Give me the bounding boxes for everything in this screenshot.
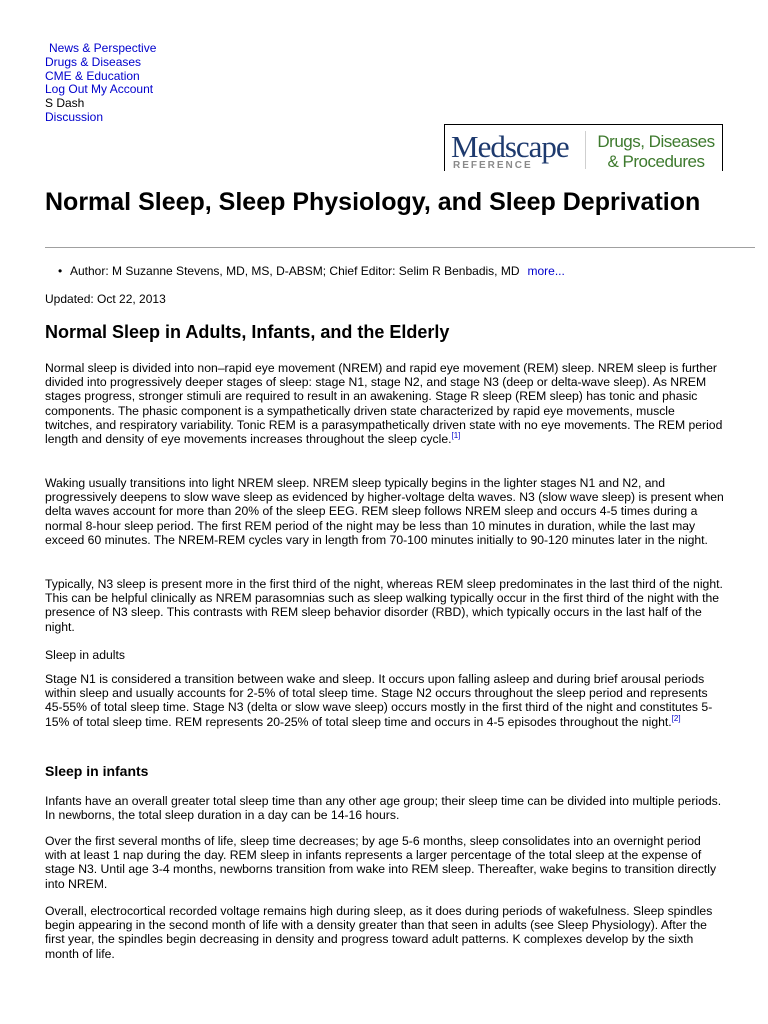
- logo-brand: [451, 131, 569, 162]
- article-title: Normal Sleep, Sleep Physiology, and Sleep Deprivation: [45, 188, 701, 216]
- title-divider: [45, 247, 755, 248]
- author-text: Author: M Suzanne Stevens, MD, MS, D-ABSM; Chief Editor: Selim R Benbadis, MD: [70, 264, 520, 278]
- sleep-in-infants-heading: Sleep in infants: [45, 763, 149, 779]
- user-name: S Dash: [45, 96, 85, 111]
- nav-logout-link[interactable]: Log Out: [45, 82, 88, 97]
- paragraph-4: [45, 672, 725, 729]
- logo-brand-med: Med: [451, 129, 505, 164]
- top-navigation: [45, 42, 156, 125]
- sleep-in-adults-label: Sleep in adults: [45, 648, 125, 662]
- paragraph-2: Waking usually transitions into light NREM sleep. NREM sleep typically begins in the lighter stages N1 and N2, and progressively deepens to slow wave sleep as evidenced by higher-voltage delta waves. N3 (slow wave sleep) is present when delta waves account for more than 20% of the sleep EEG. REM sleep follows NREM sleep and occurs 4-5 times during a normal 8-hour sleep period. The first REM period of the night may be less than 10 minutes in duration, while the last may exceed 60 minutes. The NREM-REM cycles vary in length from 70-100 minutes initially to 90-120 minutes later in the night.: [45, 476, 724, 547]
- nav-cme-education-link[interactable]: CME & Education: [45, 68, 140, 83]
- paragraph-4-text: Stage N1 is considered a transition between wake and sleep. It occurs upon falling asleep and during brief arousal periods within sleep and usually accounts for 2-5% of total sleep time. Stage N2 occurs throughout the sleep period and represents 45-55% of total sleep time. Stage N3 (delta or slow wave sleep) occurs mostly in the first third of the night and constitutes 5-15% of total sleep time. REM represents 20-25% of total sleep time and occurs in 4-5 episodes throughout the night.: [45, 672, 713, 729]
- reference-link-2[interactable]: [2]: [671, 713, 681, 723]
- medscape-reference-logo[interactable]: [444, 124, 723, 171]
- bullet-icon: •: [58, 264, 63, 278]
- logo-divider: [585, 131, 586, 169]
- updated-date: Updated: Oct 22, 2013: [45, 292, 166, 306]
- nav-news-perspective-link[interactable]: News & Perspective: [49, 41, 157, 55]
- logo-section-line2: & Procedures: [607, 152, 705, 171]
- logo-brand-scape: scape: [504, 129, 569, 164]
- nav-my-account-link[interactable]: My Account: [91, 82, 154, 97]
- logo-reference-text: REFERENCE: [453, 160, 533, 171]
- nav-drugs-diseases-link[interactable]: Drugs & Diseases: [45, 54, 142, 69]
- section-heading: Normal Sleep in Adults, Infants, and the Elderly: [45, 322, 450, 342]
- paragraph-1: [45, 361, 725, 446]
- logo-section-name: [595, 132, 717, 171]
- logo-section-line1: Drugs, Diseases: [597, 132, 715, 151]
- reference-link-1[interactable]: [1]: [451, 430, 461, 440]
- paragraph-5: Infants have an overall greater total sleep time than any other age group; their sleep time can be divided into multiple periods. In newborns, the total sleep duration in a day can be 14-16 hours.: [45, 794, 722, 823]
- author-line: [58, 264, 565, 278]
- paragraph-1-text: Normal sleep is divided into non–rapid eye movement (NREM) and rapid eye movement (REM) sleep. NREM sleep is further divided into progressively deeper stages of sleep: stage N1, stage N2, and stage N3 (deep or delta-wave sleep). As NREM stages progress, stronger stimuli are required to result in an awakening. Stage R sleep (REM sleep) has tonic and phasic components. The phasic component is a sympathetically driven state characterized by rapid eye movements, muscle twitches, and respiratory variability. Tonic REM is a parasympathetically driven state with no eye movements. The REM period length and density of eye movements increases throughout the sleep cycle.: [45, 361, 723, 447]
- paragraph-7: Overall, electrocortical recorded voltage remains high during sleep, as it does during periods of wakefulness. Sleep spindles begin appearing in the second month of life with a density greater than that seen in adults (see Sleep Physiology). After the first year, the spindles begin decreasing in density and progress toward adult patterns. K complexes develop by the sixth month of life.: [45, 904, 713, 961]
- nav-discussion-link[interactable]: Discussion: [45, 109, 104, 124]
- paragraph-6: Over the first several months of life, sleep time decreases; by age 5-6 months, sleep consolidates into an overnight period with at least 1 nap during the day. REM sleep in infants represents a larger percentage of the total sleep at the expense of stage N3. Until age 3-4 months, newborns transition from wake into REM sleep. Thereafter, wake begins to transition directly into NREM.: [45, 834, 717, 891]
- more-authors-link[interactable]: more...: [527, 264, 565, 278]
- paragraph-3: Typically, N3 sleep is present more in the first third of the night, whereas REM sleep predominates in the last third of the night. This can be helpful clinically as NREM parasomnias such as sleep walking typically occur in the first third of the night with the presence of N3 sleep. This contrasts with REM sleep behavior disorder (RBD), which typically occurs in the last half of the night.: [45, 577, 723, 634]
